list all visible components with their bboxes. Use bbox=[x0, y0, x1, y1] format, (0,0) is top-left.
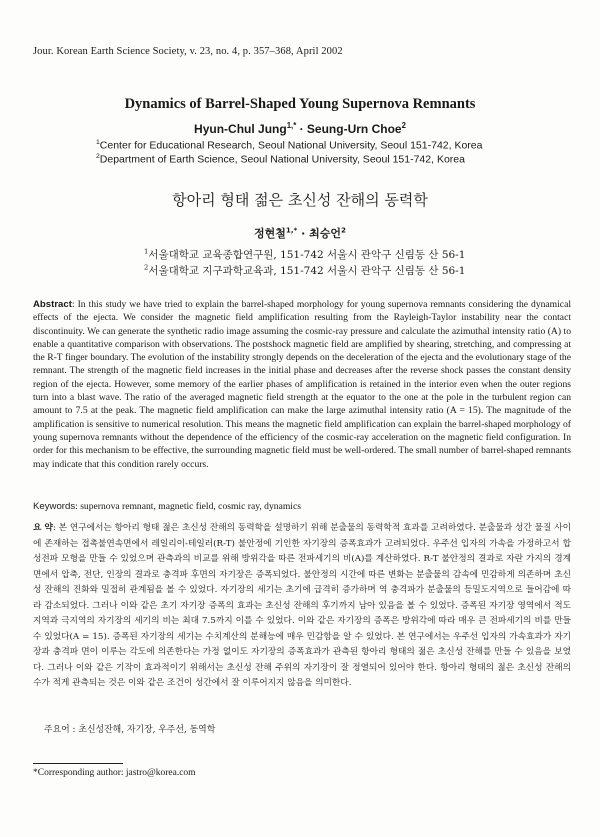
affiliation-mark: 2 bbox=[96, 153, 100, 160]
author-name: Hyun-Chul Jung bbox=[194, 122, 287, 136]
affiliation-text: Department of Earth Science, Seoul National University, Seoul 151-742, Korea bbox=[99, 153, 465, 166]
author-name: Seung-Urn Choe bbox=[306, 122, 402, 136]
affiliation-text: 서울대학교 지구과학교육과, 151-742 서울시 관악구 신림동 산 56-1 bbox=[148, 265, 466, 277]
affiliation-mark: 2 bbox=[144, 263, 149, 272]
author-superscript: 2 bbox=[341, 225, 346, 235]
keywords-label: Keywords bbox=[33, 501, 76, 512]
keywords-text: : supernova remnant, magnetic field, cosmic ray, dynamics bbox=[75, 501, 301, 512]
affiliation-text: Center for Educational Research, Seoul National University, Seoul 151-742, Korea bbox=[99, 139, 483, 152]
abstract-label: Abstract bbox=[33, 299, 72, 310]
author-superscript: 2 bbox=[401, 121, 406, 130]
korean-abstract-text: : 본 연구에서는 항아리 형태 젊은 초신성 잔해의 동력학을 설명하기 위해 분출물의 동력학적 효과를 고려하였다. 분출물과 성간 물질 사이에 존재하는 접촉불연속면에서 레일리이-테일러(R-T) 불안정에 기인한 자기장의 증폭효과가 고려되었다. 우주선 입자의 가속을 가정하고서 합성전파 모형을 만들 수 있었으며 관측과의 비교를 위해 방위각을 따른 전파세기의 비(A)를 계산하였다. R-T 불안정의 결과로 자란 가지의 경계면에서 압축, 전단, 인장의 결과로 충격파 후면의 자기장은 증폭되었다. 불안정의 시간에 따른 변화는 분출물의 감속에 민감하게 의존하며 초신성 잔해의 진화와 밀접히 관계됨을 볼 수 있었다. 자기장의 세기는 초기에 급격히 증가하며 역 충격파가 분출물의 등밀도지역으로 들어감에 따라 감소되었다. 그러나 이와 같은 초기 자기장 증폭의 효과는 초신성 잔해의 후기까지 남아 있음을 볼 수 있었다. 증폭된 자기장 영역에서 적도지역과 극지역의 자기장의 세기의 비는 최대 7.5까지 이를 수 있었다. 이와 같은 자기장의 증폭은 방위각에 따라 매우 큰 전파세기의 비를 만들 수 있었다(A = 15). 증폭된 자기장의 세기는 수치계산의 분해능에 매우 민감함을 알 수 있었다. 본 연구에서는 우주선 입자의 가속효과가 자기장과 충격파 면이 이루는 각도에 의존한다는 가정 없이도 자기장의 증폭효과가 관측된 항아리 형태의 젊은 초신성 잔해를 만들 수 있음을 보였다. 그러나 이와 같은 기작이 효과적이기 위해서는 초신성 잔해 주위의 자기장이 잘 정열되어 있어야 한다. 항아리 형태의 젊은 초신성 잔해의 수가 적게 관측되는 것은 이와 같은 조건이 성간에서 잘 이루어지지 않음을 의미한다. bbox=[33, 523, 571, 688]
author-name: 최승언 bbox=[309, 227, 342, 240]
author-list bbox=[0, 121, 600, 136]
korean-keywords-text: : 초신성잔해, 자기장, 우주선, 동역학 bbox=[69, 725, 216, 735]
paper-title: Dynamics of Barrel-Shaped Young Supernova Remnants bbox=[124, 96, 476, 112]
author-superscript: 1,* bbox=[286, 121, 297, 130]
korean-abstract-label: 요 약 bbox=[33, 523, 53, 533]
korean-keywords-label: 주요어 bbox=[44, 725, 70, 735]
affiliation-text: 서울대학교 교육종합연구원, 151-742 서울시 관악구 신림동 산 56-1 bbox=[148, 249, 466, 261]
korean-affiliation bbox=[144, 263, 465, 278]
korean-author-list bbox=[0, 225, 600, 241]
footnote-divider bbox=[33, 763, 123, 764]
abstract bbox=[33, 298, 571, 471]
korean-title: 항아리 형태 젊은 초신성 잔해의 동력학 bbox=[172, 191, 428, 209]
keywords bbox=[33, 501, 573, 512]
author-separator: · bbox=[296, 122, 307, 136]
affiliation bbox=[96, 139, 482, 152]
korean-affiliation bbox=[144, 247, 465, 262]
author-superscript: 1,* bbox=[285, 225, 298, 235]
korean-abstract bbox=[33, 521, 571, 692]
affiliation-mark: 1 bbox=[144, 247, 149, 256]
corresponding-author-footnote: *Corresponding author: jastro@korea.com bbox=[33, 768, 196, 778]
affiliation-mark: 1 bbox=[96, 139, 100, 146]
abstract-text: : In this study we have tried to explain the barrel-shaped morphology for young supernova remnants considering the dynamical effects of the ejecta. We consider the magnetic field amplification resulting from the Rayleigh-Taylor instability near the contact discontinuity. We can generate the synthetic radio image assuming the cosmic-ray pressure and calculate the azimuthal intensity ratio (A) to enable a quantitative comparison with observations. The postshock magnetic field are amplified by shearing, stretching, and compressing at the R-T finger boundary. The evolution of the instability strongly depends on the deceleration of the ejecta and the evolutionary stage of the remnant. The strength of the magnetic field increases in the initial phase and decreases after the reverse shock passes the constant density region of the ejecta. However, some memory of the earlier phases of amplification is retained in the interior even when the outer regions turn into a blast wave. The ratio of the averaged magnetic field strength at the equator to the one at the pole in the turbulent region can amount to 7.5 at the peak. The magnetic field amplification can make the large azimuthal intensity ratio (A = 15). The magnitude of the amplification is sensitive to numerical resolution. This means the magnetic field amplification can explain the barrel-shaped morphology of young supernova remnants without the dependence of the efficiency of the cosmic-ray acceleration on the magnetic field configuration. In order for this mechanism to be effective, the surrounding magnetic field must be well-ordered. The small number of barrel-shaped remnants may indicate that this condition rarely occurs. bbox=[33, 299, 571, 470]
affiliation bbox=[96, 153, 465, 166]
author-name: 정현철 bbox=[253, 227, 286, 240]
korean-keywords bbox=[44, 722, 215, 735]
journal-citation: Jour. Korean Earth Science Society, v. 23, no. 4, p. 357–368, April 2002 bbox=[33, 46, 343, 57]
author-separator: · bbox=[297, 227, 310, 240]
